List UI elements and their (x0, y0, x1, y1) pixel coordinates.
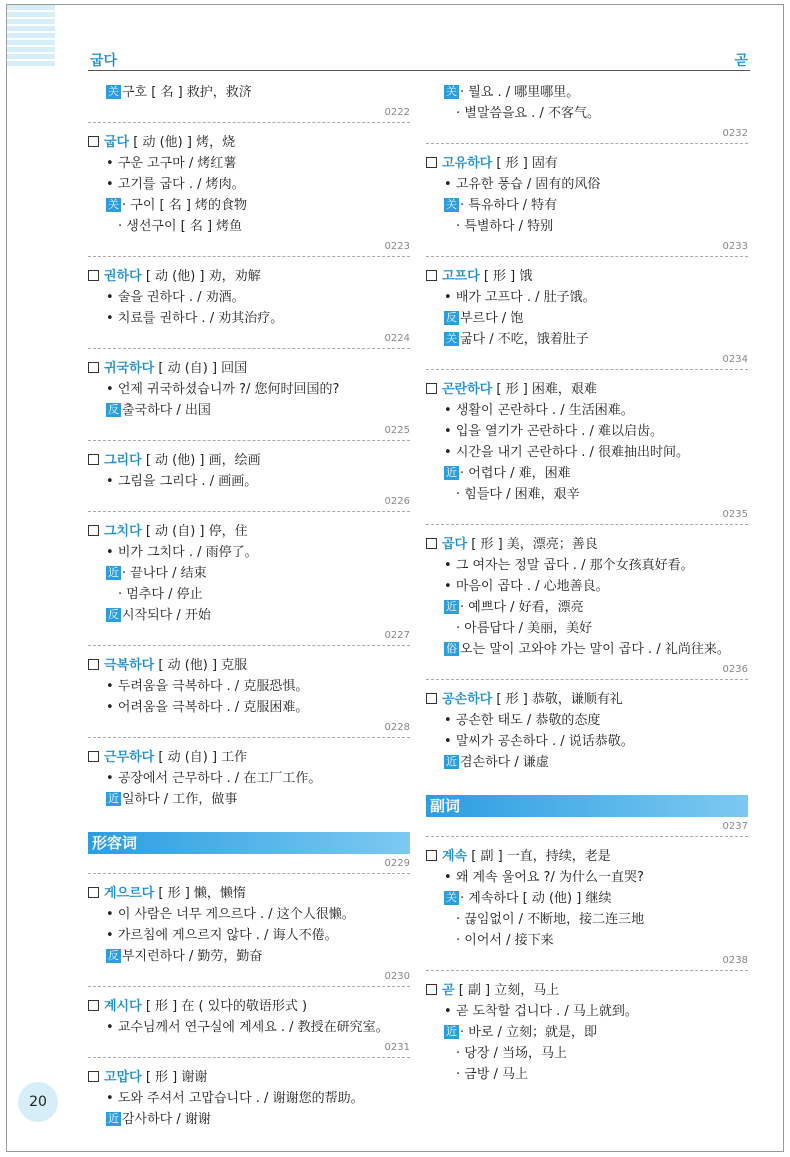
example-line (426, 867, 748, 888)
dictionary-entry (426, 82, 748, 124)
example-line (426, 1043, 748, 1064)
section-heading: 副词 (426, 795, 748, 817)
part-of-speech-definition: [ 形 ] 困难，艰难 (492, 382, 597, 397)
example-line (88, 287, 410, 308)
headword: 고맙다 (104, 1070, 142, 1085)
line-text: · 특별하다 / 特别 (456, 219, 554, 234)
line-text: 오는 말이 고와야 가는 말이 곱다 . / 礼尚往来。 (460, 642, 730, 657)
example-line (88, 676, 410, 697)
line-text: · 별말씀을요 . / 不客气。 (456, 106, 600, 121)
line-text: • 구운 고구마 / 烤红薯 (106, 156, 236, 171)
tag-badge: 反 (108, 403, 119, 416)
tag-badge: 关 (108, 85, 119, 98)
headword: 굽다 (104, 135, 130, 150)
line-text: • 시간을 내기 곤란하다 . / 很难抽出时间。 (444, 445, 689, 460)
line-text: • 고유한 풍습 / 固有的风俗 (444, 177, 600, 192)
example-line (426, 103, 748, 124)
entry-number: 0227 (384, 630, 410, 641)
line-text: • 공장에서 근무하다 . / 在工厂工作。 (106, 771, 321, 786)
line-text: • 치료를 권하다 . / 劝其治疗。 (106, 311, 283, 326)
example-line (426, 555, 748, 576)
entry-number: 0224 (384, 333, 410, 344)
dictionary-entry (88, 421, 410, 492)
tag-badge: 近 (446, 466, 457, 479)
tag-badge: 关 (446, 891, 457, 904)
entry-headline (88, 883, 410, 904)
entry-divider (88, 421, 410, 441)
part-of-speech-definition: [ 形 ] 恭敬，谦顺有礼 (492, 692, 623, 707)
entry-headline (426, 534, 748, 555)
example-line (426, 930, 748, 951)
related-word-line (88, 400, 410, 421)
tag-badge: 近 (108, 1112, 119, 1125)
related-word-line (426, 463, 748, 484)
entry-divider (426, 951, 748, 971)
checkbox-icon (426, 850, 437, 861)
line-text: • 곧 도착할 겁니다 . / 马上就到。 (444, 1004, 638, 1019)
entry-headline (88, 132, 410, 153)
related-word-line (426, 329, 748, 350)
line-text: · 힘들다 / 困难，艰辛 (456, 487, 580, 502)
checkbox-icon (88, 659, 99, 670)
related-word-line (426, 597, 748, 618)
dictionary-entry (426, 951, 748, 1085)
entry-number: 0235 (722, 509, 748, 520)
example-line (426, 731, 748, 752)
related-word-line (88, 946, 410, 967)
entry-divider (88, 854, 410, 874)
corner-stripes (7, 5, 55, 67)
line-text: · 예쁘다 / 好看，漂亮 (460, 600, 584, 615)
dictionary-entry (426, 505, 748, 660)
part-of-speech-definition: [ 形 ] 固有 (492, 156, 558, 171)
line-text: • 비가 그치다 . / 雨停了。 (106, 545, 258, 560)
line-text: · 아름답다 / 美丽，美好 (456, 621, 593, 636)
headword: 그치다 (104, 524, 142, 539)
line-text: • 왜 계속 울어요 ?/ 为什么一直哭? (444, 870, 644, 885)
headword: 곤란하다 (442, 382, 493, 397)
related-word-line (88, 82, 410, 103)
line-text: · 끝나다 / 结束 (122, 566, 207, 581)
example-line (88, 697, 410, 718)
line-text: • 입을 열기가 곤란하다 . / 难以启齿。 (444, 424, 663, 439)
right-column (426, 82, 748, 1085)
entry-number: 0233 (722, 241, 748, 252)
entry-number: 0237 (722, 821, 748, 832)
dictionary-entry (88, 329, 410, 421)
example-line (426, 484, 748, 505)
tag-badge: 近 (446, 600, 457, 613)
line-text: 굶다 / 不吃，饿着肚子 (460, 332, 589, 347)
line-text: • 언제 귀국하셨습니까 ?/ 您何时回国的? (106, 382, 339, 397)
entry-divider (88, 967, 410, 987)
headword: 게으르다 (104, 886, 155, 901)
entry-number: 0236 (722, 664, 748, 675)
entry-divider (88, 1038, 410, 1058)
line-text: • 고기를 굽다 . / 烤肉。 (106, 177, 245, 192)
entry-number: 0223 (384, 241, 410, 252)
related-word-line (426, 195, 748, 216)
dictionary-entry (88, 626, 410, 718)
line-text: • 그림을 그리다 . / 画画。 (106, 474, 257, 489)
checkbox-icon (426, 383, 437, 394)
line-text: 일하다 / 工作，做事 (122, 792, 238, 807)
example-line (88, 768, 410, 789)
headword: 그리다 (104, 453, 142, 468)
example-line (426, 1064, 748, 1085)
part-of-speech-definition: [ 形 ] 饿 (479, 269, 533, 284)
entry-divider (88, 492, 410, 512)
tag-badge: 近 (108, 792, 119, 805)
line-text: 부지런하다 / 勤劳，勤奋 (122, 949, 263, 964)
entry-number: 0234 (722, 354, 748, 365)
example-line (426, 909, 748, 930)
entry-divider (426, 350, 748, 370)
dictionary-entry (88, 82, 410, 103)
line-text: · 당장 / 当场，马上 (456, 1046, 568, 1061)
line-text: · 이어서 / 接下来 (456, 933, 554, 948)
line-text: • 생활이 곤란하다 . / 生活困难。 (444, 403, 634, 418)
checkbox-icon (426, 270, 437, 281)
line-text: · 멈추다 / 停止 (118, 587, 203, 602)
example-line (426, 216, 748, 237)
dictionary-entry (88, 967, 410, 1038)
dictionary-entry (88, 718, 410, 810)
entry-number: 0230 (384, 971, 410, 982)
related-word-line (426, 1022, 748, 1043)
example-line (88, 1017, 410, 1038)
entry-divider (88, 626, 410, 646)
entry-headline (88, 655, 410, 676)
line-text: • 이 사람은 너무 게으르다 . / 这个人很懒。 (106, 907, 355, 922)
related-word-line (88, 563, 410, 584)
example-line (88, 308, 410, 329)
line-text: • 술을 권하다 . / 劝酒。 (106, 290, 245, 305)
entry-headline (88, 521, 410, 542)
part-of-speech-definition: [ 动 (自) ] 工作 (154, 750, 248, 765)
entry-divider (88, 718, 410, 738)
headword: 곱다 (442, 537, 468, 552)
example-line (426, 576, 748, 597)
headword: 권하다 (104, 269, 142, 284)
related-word-line (426, 639, 748, 660)
headword: 고유하다 (442, 156, 493, 171)
headword: 계속 (442, 849, 468, 864)
related-word-line (426, 752, 748, 773)
dictionary-entry (426, 660, 748, 773)
checkbox-icon (426, 157, 437, 168)
line-text: · 뭘요 . / 哪里哪里。 (460, 85, 580, 100)
line-text: 겸손하다 / 谦虚 (460, 755, 549, 770)
dictionary-entry (88, 1038, 410, 1130)
tag-badge: 关 (446, 332, 457, 345)
entry-number: 0232 (722, 128, 748, 139)
part-of-speech-definition: [ 形 ] 谢谢 (141, 1070, 208, 1085)
headword: 극복하다 (104, 658, 155, 673)
example-line (426, 400, 748, 421)
entry-number: 0222 (384, 107, 410, 118)
example-line (88, 174, 410, 195)
related-word-line (88, 605, 410, 626)
example-line (426, 174, 748, 195)
tag-badge: 反 (446, 311, 457, 324)
tag-badge: 关 (446, 85, 457, 98)
example-line (88, 925, 410, 946)
example-line (88, 471, 410, 492)
entry-headline (88, 450, 410, 471)
dictionary-entry (426, 124, 748, 237)
example-line (426, 421, 748, 442)
entry-divider (426, 660, 748, 680)
dictionary-entry (88, 103, 410, 237)
entry-number: 0228 (384, 722, 410, 733)
entry-headline (426, 980, 748, 1001)
dictionary-entry (88, 492, 410, 626)
entry-headline (426, 846, 748, 867)
line-text: · 금방 / 马上 (456, 1067, 529, 1082)
example-line (88, 542, 410, 563)
part-of-speech-definition: [ 形 ] 美，漂亮；善良 (467, 537, 598, 552)
example-line (426, 442, 748, 463)
checkbox-icon (88, 1071, 99, 1082)
checkbox-icon (426, 693, 437, 704)
checkbox-icon (426, 984, 437, 995)
entry-headline (88, 1067, 410, 1088)
part-of-speech-definition: [ 形 ] 懒，懒惰 (154, 886, 246, 901)
line-text: • 마음이 곱다 . / 心地善良。 (444, 579, 609, 594)
line-text: • 두려움을 극복하다 . / 克服恐惧。 (106, 679, 308, 694)
line-text: 출국하다 / 出国 (122, 403, 211, 418)
line-text: • 가르침에 게으르지 않다 . / 诲人不倦。 (106, 928, 338, 943)
entry-headline (426, 153, 748, 174)
headword: 곧 (442, 983, 455, 998)
entry-divider (426, 817, 748, 837)
line-text: · 특유하다 / 特有 (460, 198, 558, 213)
line-text: · 계속하다 [ 动 (他) ] 继续 (460, 891, 612, 906)
entry-number: 0226 (384, 496, 410, 507)
tag-badge: 反 (108, 949, 119, 962)
entry-headline (426, 266, 748, 287)
example-line (88, 216, 410, 237)
header-rule (88, 70, 750, 71)
example-line (88, 584, 410, 605)
tag-badge: 近 (446, 755, 457, 768)
line-text: • 공손한 태도 / 恭敬的态度 (444, 713, 600, 728)
line-text: • 도와 주셔서 고맙습니다 . / 谢谢您的帮助。 (106, 1091, 364, 1106)
entry-headline (426, 689, 748, 710)
example-line (88, 379, 410, 400)
dictionary-entry (426, 350, 748, 505)
related-word-line (426, 82, 748, 103)
line-text: · 끊임없이 / 不断地，接二连三地 (456, 912, 645, 927)
line-text: 감사하다 / 谢谢 (122, 1112, 211, 1127)
checkbox-icon (88, 454, 99, 465)
entry-number: 0238 (722, 955, 748, 966)
checkbox-icon (88, 887, 99, 898)
entry-number: 0229 (384, 858, 410, 869)
running-header-right: 곧 (734, 53, 748, 69)
example-line (426, 618, 748, 639)
part-of-speech-definition: [ 形 ] 在 ( 있다的敬语形式 ) (141, 999, 308, 1014)
dictionary-entry (426, 237, 748, 350)
related-word-line (426, 308, 748, 329)
line-text: · 바로 / 立刻；就是，即 (460, 1025, 598, 1040)
line-text: 구호 [ 名 ] 救护，救济 (122, 85, 252, 100)
entry-divider (88, 237, 410, 257)
related-word-line (88, 789, 410, 810)
checkbox-icon (426, 538, 437, 549)
entry-headline (88, 358, 410, 379)
example-line (88, 1088, 410, 1109)
checkbox-icon (88, 270, 99, 281)
headword: 근무하다 (104, 750, 155, 765)
line-text: • 그 여자는 정말 곱다 . / 那个女孩真好看。 (444, 558, 694, 573)
dictionary-entry (88, 237, 410, 329)
related-word-line (88, 195, 410, 216)
line-text: • 말씨가 공손하다 . / 说话恭敬。 (444, 734, 634, 749)
checkbox-icon (88, 525, 99, 536)
headword: 고프다 (442, 269, 480, 284)
page-number: 20 (18, 1082, 58, 1122)
entry-headline (426, 379, 748, 400)
example-line (426, 1001, 748, 1022)
line-text: 시작되다 / 开始 (122, 608, 211, 623)
entry-divider (88, 103, 410, 123)
line-text: • 어려움을 극복하다 . / 克服困难。 (106, 700, 308, 715)
checkbox-icon (88, 136, 99, 147)
related-word-line (88, 1109, 410, 1130)
tag-badge: 反 (108, 608, 119, 621)
tag-badge: 关 (446, 198, 457, 211)
headword: 계시다 (104, 999, 142, 1014)
part-of-speech-definition: [ 副 ] 一直，持续，老是 (467, 849, 611, 864)
part-of-speech-definition: [ 副 ] 立刻，马上 (454, 983, 560, 998)
tag-badge: 关 (108, 198, 119, 211)
headword: 공손하다 (442, 692, 493, 707)
entry-divider (426, 124, 748, 144)
line-text: · 구이 [ 名 ] 烤的食物 (122, 198, 248, 213)
entry-number: 0225 (384, 425, 410, 436)
line-text: 부르다 / 饱 (460, 311, 524, 326)
entry-headline (88, 266, 410, 287)
dictionary-entry (426, 817, 748, 951)
example-line (426, 710, 748, 731)
part-of-speech-definition: [ 动 (他) ] 克服 (154, 658, 248, 673)
part-of-speech-definition: [ 动 (他) ] 烤，烧 (129, 135, 236, 150)
entry-number: 0231 (384, 1042, 410, 1053)
part-of-speech-definition: [ 动 (自) ] 停，住 (141, 524, 248, 539)
checkbox-icon (88, 362, 99, 373)
entry-headline (88, 747, 410, 768)
part-of-speech-definition: [ 动 (他) ] 劝，劝解 (141, 269, 261, 284)
entry-divider (426, 237, 748, 257)
example-line (426, 287, 748, 308)
section-heading: 形容词 (88, 832, 410, 854)
line-text: • 교수님께서 연구실에 계세요 . / 教授在研究室。 (106, 1020, 389, 1035)
example-line (88, 153, 410, 174)
line-text: • 배가 고프다 . / 肚子饿。 (444, 290, 596, 305)
related-word-line (426, 888, 748, 909)
running-header-left: 굽다 (90, 53, 118, 69)
tag-badge: 近 (446, 1025, 457, 1038)
entry-divider (426, 505, 748, 525)
checkbox-icon (88, 1000, 99, 1011)
example-line (88, 904, 410, 925)
tag-badge: 俗 (446, 642, 457, 655)
headword: 귀국하다 (104, 361, 155, 376)
part-of-speech-definition: [ 动 (他) ] 画，绘画 (141, 453, 261, 468)
entry-headline (88, 996, 410, 1017)
left-column (88, 82, 410, 1130)
checkbox-icon (88, 751, 99, 762)
part-of-speech-definition: [ 动 (自) ] 回国 (154, 361, 248, 376)
line-text: · 어렵다 / 难，困难 (460, 466, 571, 481)
entry-divider (88, 329, 410, 349)
line-text: · 생선구이 [ 名 ] 烤鱼 (118, 219, 243, 234)
dictionary-entry (88, 854, 410, 967)
tag-badge: 近 (108, 566, 119, 579)
